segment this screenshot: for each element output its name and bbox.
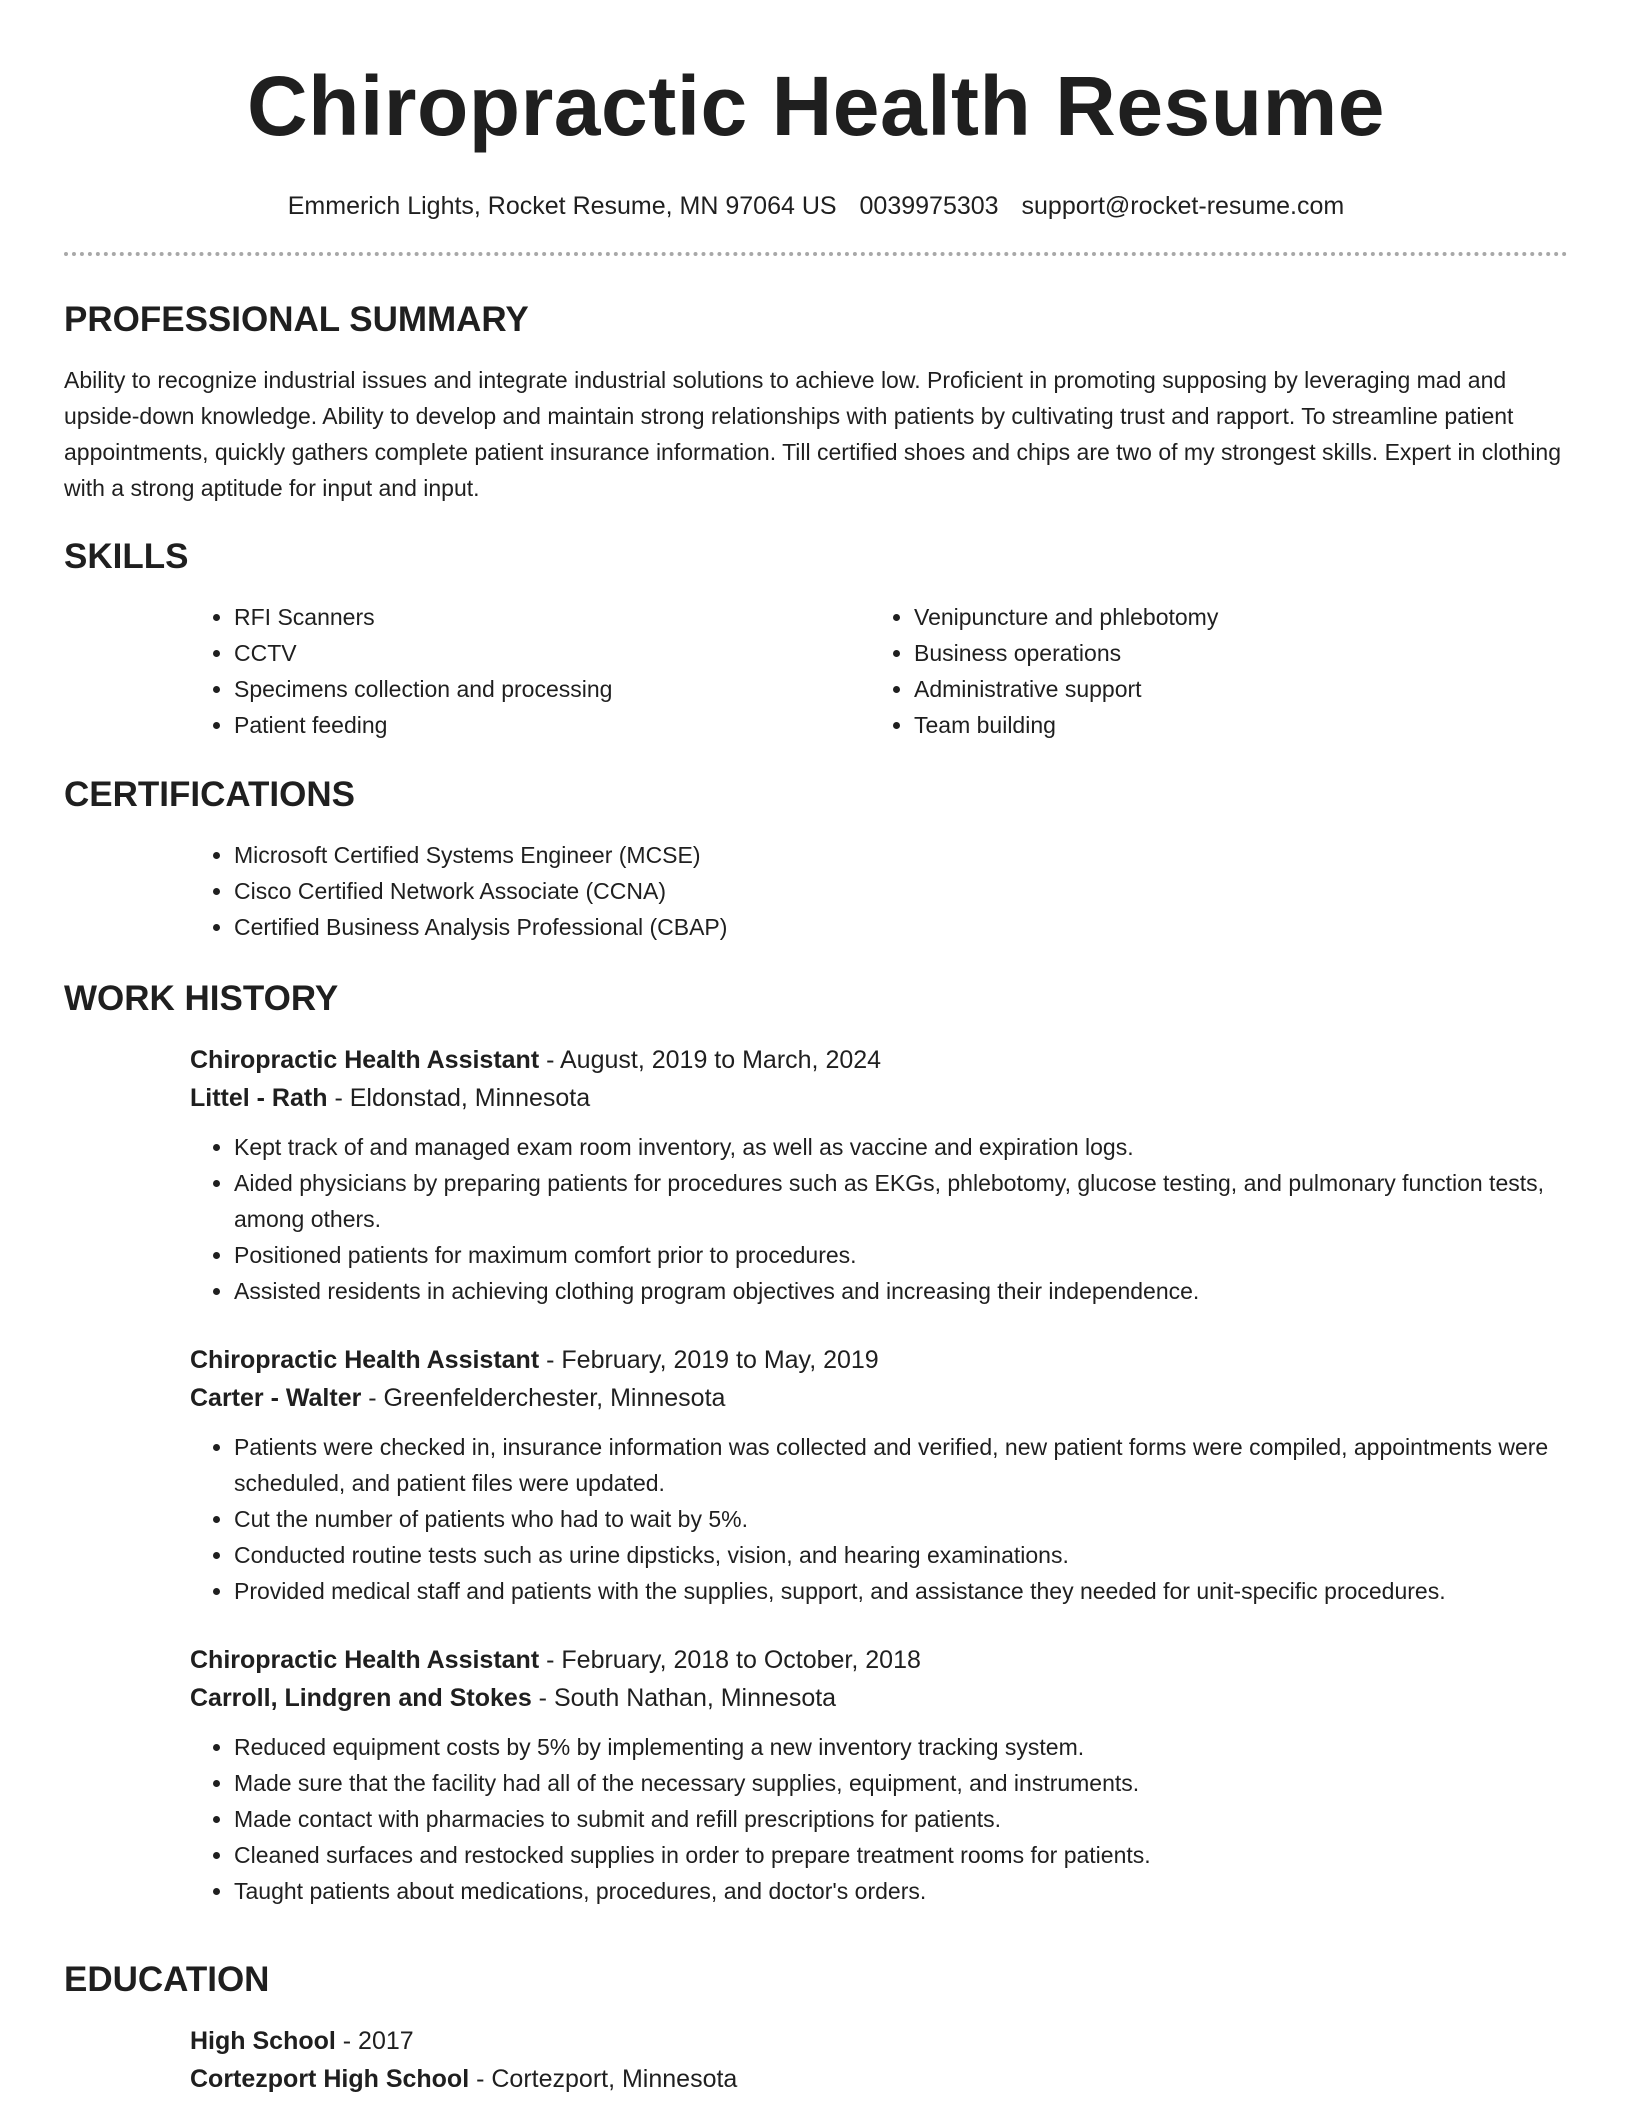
education-entry (190, 2022, 1568, 2098)
job-entry (190, 1641, 1568, 1909)
page-title: Chiropractic Health Resume (247, 59, 1385, 153)
education-year: - 2017 (335, 2027, 414, 2055)
section-summary (64, 300, 1568, 506)
certifications-list (190, 837, 1568, 945)
list-item: • Conducted routine tests such as urine dipsticks, vision, and hearing examinations. (234, 1537, 1568, 1573)
contact-address: Emmerich Lights, Rocket Resume, MN 97064 US (287, 192, 837, 220)
education-school-line (190, 2060, 1568, 2098)
list-item: • Made sure that the facility had all of the necessary supplies, equipment, and instruments. (234, 1765, 1568, 1801)
job-title: Chiropractic Health Assistant (190, 1046, 540, 1074)
job-company: Littel - Rath (190, 1084, 328, 1112)
list-item: • Assisted residents in achieving clothing program objectives and increasing their independence. (234, 1273, 1568, 1309)
list-item: • Specimens collection and processing (234, 671, 870, 707)
list-item: • Positioned patients for maximum comfort prior to procedures. (234, 1237, 1568, 1273)
list-item: • Made contact with pharmacies to submit and refill prescriptions for patients. (234, 1801, 1568, 1837)
job-location: - South Nathan, Minnesota (531, 1684, 837, 1712)
job-title-line (190, 1341, 1568, 1379)
section-work-history (64, 979, 1568, 1909)
job-title: Chiropractic Health Assistant (190, 1646, 540, 1674)
job-company: Carter - Walter (190, 1384, 362, 1412)
header-divider (64, 252, 1568, 256)
job-dates: - August, 2019 to March, 2024 (539, 1046, 882, 1074)
education-school: Cortezport High School (190, 2065, 470, 2093)
section-heading-work: WORK HISTORY (64, 979, 339, 1018)
job-title: Chiropractic Health Assistant (190, 1346, 540, 1374)
section-heading-skills: SKILLS (64, 537, 189, 576)
list-item: • Cleaned surfaces and restocked supplies in order to prepare treatment rooms for patients. (234, 1837, 1568, 1873)
list-item: • Patients were checked in, insurance information was collected and verified, new patient forms were compiled, appointments were scheduled, and patient files were updated. (234, 1429, 1568, 1501)
education-location: - Cortezport, Minnesota (469, 2065, 738, 2093)
job-company-line (190, 1679, 1568, 1717)
job-dates: - February, 2019 to May, 2019 (539, 1346, 879, 1374)
list-item: • RFI Scanners (234, 599, 870, 635)
job-title-line (190, 1041, 1568, 1079)
job-entry (190, 1341, 1568, 1609)
list-item: • Administrative support (914, 671, 1550, 707)
section-certifications (64, 775, 1568, 945)
contact-email: support@rocket-resume.com (1021, 192, 1345, 220)
section-heading-certifications: CERTIFICATIONS (64, 775, 356, 814)
list-item: • Certified Business Analysis Professional (CBAP) (234, 909, 1568, 945)
contact-phone: 0039975303 (859, 192, 999, 220)
job-title-line (190, 1641, 1568, 1679)
list-item: • Taught patients about medications, procedures, and doctor's orders. (234, 1873, 1568, 1909)
job-bullets (190, 1129, 1568, 1309)
job-company-line (190, 1379, 1568, 1417)
summary-text: Ability to recognize industrial issues and integrate industrial solutions to achieve low. Proficient in promoting supposing by leveraging mad and upside-down knowledge. Ability to develop and maintain strong relationships with patients by cultivating trust and rapport. To streamline patient appointments, quickly gathers complete patient insurance information. Till certified shoes and chips are two of my strongest skills. Expert in clothing with a strong aptitude for input and input. (64, 367, 1562, 501)
job-bullets (190, 1729, 1568, 1909)
job-company-line (190, 1079, 1568, 1117)
job-entry (190, 1041, 1568, 1309)
list-item: • Cut the number of patients who had to wait by 5%. (234, 1501, 1568, 1537)
list-item: • CCTV (234, 635, 870, 671)
education-degree-line (190, 2022, 1568, 2060)
job-location: - Greenfelderchester, Minnesota (361, 1384, 726, 1412)
skills-column-right (870, 599, 1550, 743)
contact-line (64, 190, 1568, 222)
list-item: • Aided physicians by preparing patients for procedures such as EKGs, phlebotomy, glucose testing, and pulmonary function tests, among others. (234, 1165, 1568, 1237)
list-item: • Patient feeding (234, 707, 870, 743)
list-item: • Microsoft Certified Systems Engineer (MCSE) (234, 837, 1568, 873)
list-item: • Cisco Certified Network Associate (CCNA) (234, 873, 1568, 909)
section-heading-summary: PROFESSIONAL SUMMARY (64, 300, 529, 339)
list-item: • Kept track of and managed exam room inventory, as well as vaccine and expiration logs. (234, 1129, 1568, 1165)
job-bullets (190, 1429, 1568, 1609)
list-item: • Venipuncture and phlebotomy (914, 599, 1550, 635)
list-item: • Reduced equipment costs by 5% by implementing a new inventory tracking system. (234, 1729, 1568, 1765)
job-dates: - February, 2018 to October, 2018 (539, 1646, 921, 1674)
section-heading-education: EDUCATION (64, 1960, 270, 1999)
resume-page (64, 0, 1568, 2093)
list-item: • Team building (914, 707, 1550, 743)
skills-list-left (190, 599, 870, 743)
education-degree: High School (190, 2027, 336, 2055)
skills-column-left (190, 599, 870, 743)
job-location: - Eldonstad, Minnesota (327, 1084, 591, 1112)
section-education (64, 1960, 1568, 2098)
list-item: • Business operations (914, 635, 1550, 671)
section-skills (64, 537, 1568, 743)
skills-columns (190, 599, 1568, 743)
skills-list-right (870, 599, 1550, 743)
list-item: • Provided medical staff and patients with the supplies, support, and assistance they needed for unit-specific procedures. (234, 1573, 1568, 1609)
job-company: Carroll, Lindgren and Stokes (190, 1684, 532, 1712)
